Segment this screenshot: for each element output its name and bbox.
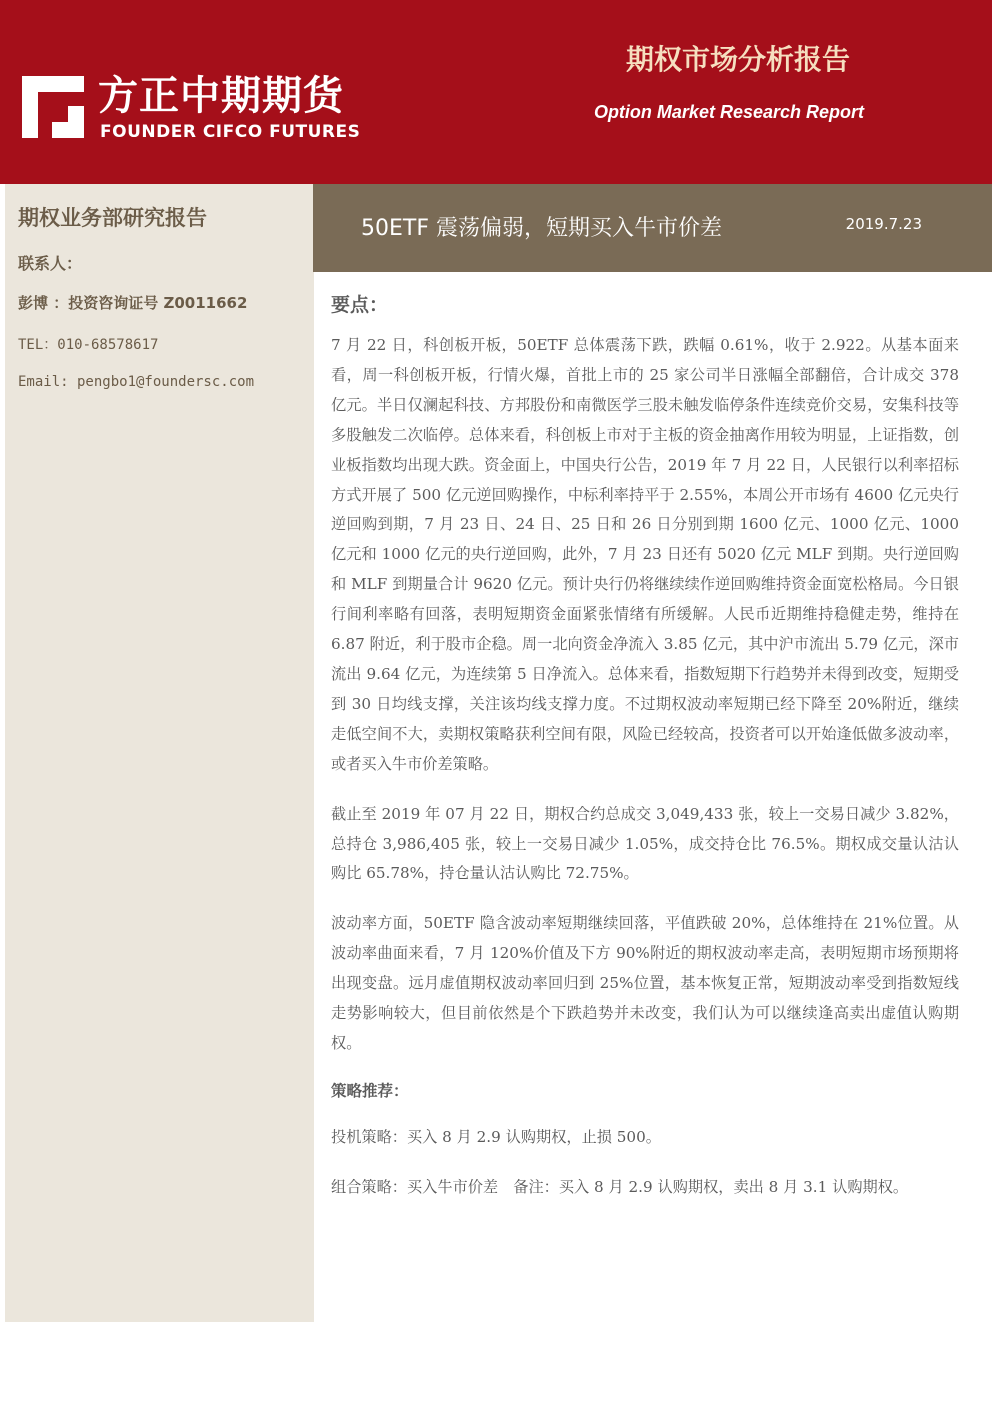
- article-date: 2019.7.23: [845, 215, 922, 233]
- paragraph-volume-stats: 截止至 2019 年 07 月 22 日，期权合约总成交 3,049,433 张，较上一交易日减少 3.82%，总持仓 3,986,405 张，较上一交易日减少 1.05%，成交持仓比 76.5%。期权成交量认沽认购比 65.78%，持仓量认沽认购比 72.75%。: [331, 804, 959, 883]
- main-content: [331, 290, 959, 1223]
- department-title: 期权业务部研究报告: [18, 206, 207, 230]
- paragraph-market-overview: 7 月 22 日，科创板开板，50ETF 总体震荡下跌，跌幅 0.61%，收于 2.922。从基本面来看，周一科创板开板，行情火爆，首批上市的 25 家公司半日涨幅全部翻倍，合计成交 378 亿元。半日仅澜起科技、方邦股份和南微医学三股未触发临停条件连续竞价交易，安集科技等多股触发二次临停。总体来看，科创板上市对于主板的资金抽离作用较为明显，上证指数，创业板指数均出现大跌。资金面上，中国央行公告，2019 年 7 月 22 日，人民银行以利率招标方式开展了 500 亿元逆回购操作，中标利率持平于 2.55%，本周公开市场有 4600 亿元央行逆回购到期，7 月 23 日、24 日、25 日和 26 日分别到期 1600 亿元、1000 亿元、1000 亿元和 1000 亿元的央行逆回购，此外，7 月 23 日还有 5020 亿元 MLF 到期。央行逆回购和 MLF 到期量合计 9620 亿元。预计央行仍将继续续作逆回购维持资金面宽松格局。今日银行间利率略有回落，表明短期资金面紧张情绪有所缓解。人民币近期维持稳健走势，维持在 6.87 附近，利于股市企稳。周一北向资金净流入 3.85 亿元，其中沪市流出 5.79 亿元，深市流出 9.64 亿元，为连续第 5 日净流入。总体来看，指数短期下行趋势并未得到改变，短期受到 30 日均线支撑，关注该均线支撑力度。不过期权波动率短期已经下降至 20%附近，继续走低空间不大，卖期权策略获利空间有限，风险已经较高，投资者可以开始逢低做多波动率，或者买入牛市价差策略。: [331, 336, 959, 773]
- contact-label: 联系人：: [18, 254, 83, 273]
- sidebar: [5, 184, 314, 1322]
- analyst-info: 彭博 ：投资咨询证号 Z0011662: [18, 294, 248, 312]
- paragraph-volatility: 波动率方面，50ETF 隐含波动率短期继续回落，平值跌破 20%，总体维持在 21%位置。从波动率曲面来看，7 月 120%价值及下方 90%附近的期权波动率走高，表明短期市场预期将出现变盘。远月虚值期权波动率回归到 25%位置，基本恢复正常，短期波动率受到指数短线走势影响较大，但目前依然是个下跌趋势并未改变，我们认为可以继续逢高卖出虚值认购期权。: [331, 914, 959, 1052]
- report-header: [0, 0, 992, 184]
- company-name-en: FOUNDER CIFCO FUTURES: [100, 122, 361, 142]
- article-title-bar: [313, 184, 992, 272]
- article-title: 50ETF 震荡偏弱，短期买入牛市价差: [361, 216, 722, 241]
- contact-tel: TEL：010-68578617: [18, 337, 159, 353]
- company-logo-icon: [22, 76, 84, 138]
- company-name-cn: 方正中期期货: [98, 73, 344, 119]
- report-title-cn: 期权市场分析报告: [625, 43, 850, 76]
- strategy-heading: 策略推荐：: [331, 1081, 409, 1100]
- report-title-en: Option Market Research Report: [593, 102, 864, 122]
- contact-email[interactable]: Email: pengbo1@foundersc.com: [18, 374, 255, 390]
- key-points-heading: 要点：: [331, 294, 389, 316]
- strategy-speculative: 投机策略：买入 8 月 2.9 认购期权，止损 500。: [331, 1127, 661, 1146]
- strategy-combo: 组合策略：买入牛市价差 备注：买入 8 月 2.9 认购期权，卖出 8 月 3.1 认购期权。: [331, 1177, 909, 1196]
